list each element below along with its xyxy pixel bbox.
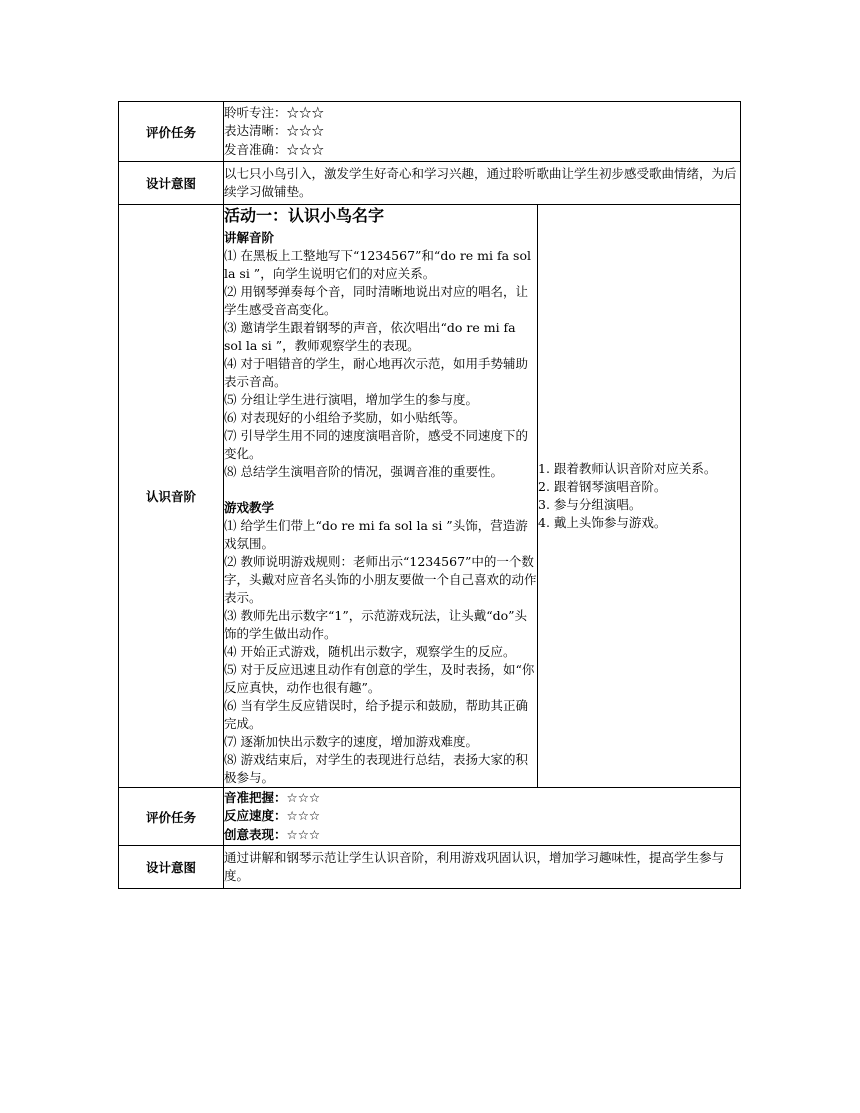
eval-row-1 xyxy=(119,102,741,162)
criterion-name: 创意表现： xyxy=(224,826,287,842)
criterion-name: 反应速度： xyxy=(224,808,287,824)
design-intent-text: 通过讲解和钢琴示范让学生认识音阶，利用游戏巩固认识，增加学习趣味性，提高学生参与度。 xyxy=(224,846,741,889)
step: ⑻ 游戏结束后，对学生的表现进行总结，表扬大家的积极参与。 xyxy=(224,752,528,785)
step: ⑵ 用钢琴弹奏每个音，同时清晰地说出对应的唱名，让学生感受音高变化。 xyxy=(224,284,528,317)
lesson-plan-table xyxy=(118,101,741,889)
row-label: 设计意图 xyxy=(119,162,224,205)
student-step: 2. 跟着钢琴演唱音阶。 xyxy=(538,479,667,494)
student-step: 3. 参与分组演唱。 xyxy=(538,497,642,512)
row-label: 认识音阶 xyxy=(119,205,224,788)
step: ⑶ 教师先出示数字“1”，示范游戏玩法，让头戴“do”头饰的学生做出动作。 xyxy=(224,608,528,641)
student-step: 1. 跟着教师认识音阶对应关系。 xyxy=(538,461,717,476)
criterion xyxy=(224,789,740,808)
criterion: 表达清晰：☆☆☆ xyxy=(224,123,325,139)
eval-criteria xyxy=(224,102,741,162)
step: ⑸ 对于反应迅速且动作有创意的学生，及时表扬，如“你反应真快，动作也很有趣”。 xyxy=(224,662,535,695)
activity-content xyxy=(224,205,741,788)
activity-inner-table xyxy=(224,205,740,787)
activity-row xyxy=(119,205,741,788)
section-heading: 游戏教学 xyxy=(224,500,275,515)
criterion: 聆听专注：☆☆☆ xyxy=(224,104,325,120)
step: ⑻ 总结学生演唱音阶的情况，强调音准的重要性。 xyxy=(224,464,503,479)
row-label: 评价任务 xyxy=(119,788,224,846)
teacher-activity xyxy=(224,205,538,787)
activity-title: 活动一：认识小鸟名字 xyxy=(224,206,385,225)
criterion-stars: ☆☆☆ xyxy=(286,789,321,805)
criterion xyxy=(224,826,740,845)
intent-row-2 xyxy=(119,846,741,889)
student-step: 4. 戴上头饰参与游戏。 xyxy=(538,515,667,530)
step: ⑹ 当有学生反应错误时，给予提示和鼓励，帮助其正确完成。 xyxy=(224,698,528,731)
row-label: 评价任务 xyxy=(119,102,224,162)
step: ⑺ 引导学生用不同的速度演唱音阶，感受不同速度下的变化。 xyxy=(224,428,528,461)
step: ⑷ 开始正式游戏，随机出示数字，观察学生的反应。 xyxy=(224,644,516,659)
step: ⑶ 邀请学生跟着钢琴的声音，依次唱出“do re mi fa sol la si ”，教师观察学生的表现。 xyxy=(224,320,516,353)
intent-row-1 xyxy=(119,162,741,205)
criterion-name: 音准把握： xyxy=(224,789,287,805)
step: ⑴ 给学生们带上“do re mi fa sol la si ”头饰，营造游戏氛围。 xyxy=(224,518,528,551)
step: ⑴ 在黑板上工整地写下“1234567”和“do re mi fa sol la si ”，向学生说明它们的对应关系。 xyxy=(224,248,531,281)
eval-row-2 xyxy=(119,788,741,846)
step: ⑺ 逐渐加快出示数字的速度，增加游戏难度。 xyxy=(224,734,478,749)
criterion-stars: ☆☆☆ xyxy=(286,826,321,842)
step: ⑹ 对表现好的小组给予奖励，如小贴纸等。 xyxy=(224,410,466,425)
design-intent-text: 以七只小鸟引入，激发学生好奇心和学习兴趣，通过聆听歌曲让学生初步感受歌曲情绪，为后续学习做铺垫。 xyxy=(224,162,741,205)
student-activity xyxy=(538,205,741,787)
step: ⑵ 教师说明游戏规则：老师出示“1234567”中的一个数字，头戴对应音名头饰的小朋友要做一个自己喜欢的动作表示。 xyxy=(224,554,537,605)
eval-criteria xyxy=(224,788,741,846)
section-heading: 讲解音阶 xyxy=(224,230,275,245)
step: ⑸ 分组让学生进行演唱，增加学生的参与度。 xyxy=(224,392,478,407)
step: ⑷ 对于唱错音的学生，耐心地再次示范，如用手势辅助表示音高。 xyxy=(224,356,528,389)
criterion xyxy=(224,807,740,826)
criterion-stars: ☆☆☆ xyxy=(286,808,321,824)
row-label: 设计意图 xyxy=(119,846,224,889)
criterion: 发音准确：☆☆☆ xyxy=(224,141,325,157)
